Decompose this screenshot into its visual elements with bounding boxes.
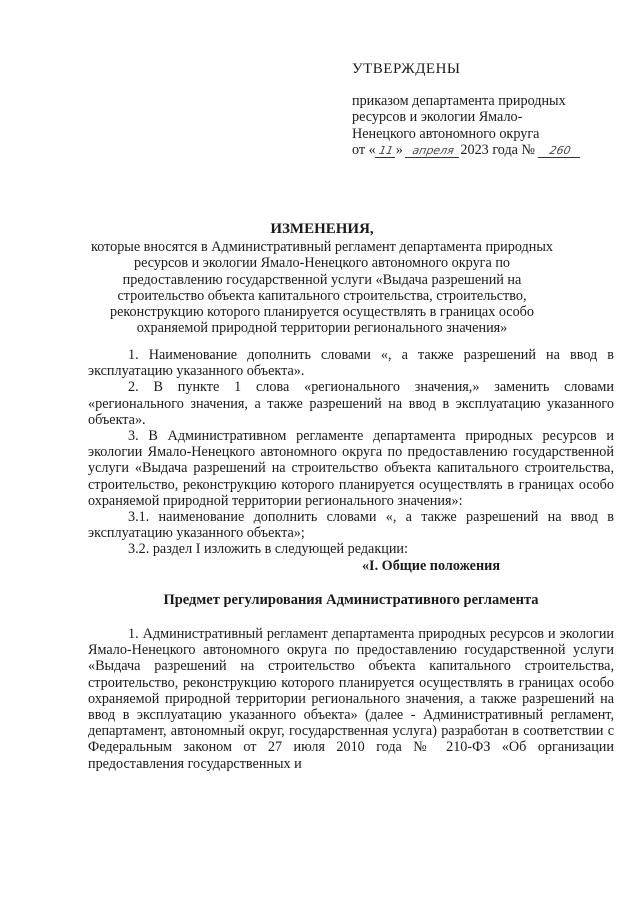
paragraph-1: 1. Наименование дополнить словами «, а также разрешений на ввод в эксплуатацию указанного объекта».	[88, 347, 614, 380]
paragraph-3-2: 3.2. раздел I изложить в следующей редакции:	[128, 541, 408, 558]
approval-line-1: приказом департамента природных	[352, 93, 566, 110]
document-body	[88, 347, 614, 772]
section-title: «I. Общие положения	[361, 557, 500, 574]
approval-date-line	[352, 142, 612, 158]
approval-line-2: ресурсов и экологии Ямало-	[352, 109, 523, 126]
document-heading	[88, 221, 556, 336]
approval-block	[352, 61, 612, 158]
heading-subtitle: которые вносятся в Административный регламент департамента природных ресурсов и экологии Ямало-Ненецкого автономного округа по предоставлению государственной услуги «Выдача разрешений на строительство объекта капитального строительства, строительство, реконструкцию которого планируется осуществлять в границах особо охраняемой природной территории регионального значения»	[91, 239, 553, 337]
paragraph-2: 2. В пункте 1 слова «регионального значения,» заменить словами «регионального значения, а также разрешений на ввод в эксплуатацию указанного объекта».	[88, 379, 614, 428]
approval-line-3: Ненецкого автономного округа	[352, 125, 540, 142]
heading-title: ИЗМЕНЕНИЯ,	[270, 221, 374, 237]
paragraph-3-1: 3.1. наименование дополнить словами «, а также разрешений на ввод в эксплуатацию указанного объекта»;	[88, 509, 614, 542]
sub-heading: Предмет регулирования Административного регламента	[163, 591, 539, 608]
order-number-handwritten: 260	[537, 145, 581, 158]
paragraph-3: 3. В Административном регламенте департамента природных ресурсов и экологии Ямало-Ненецкого автономного округа по предоставлению государственной услуги «Выдача разрешений на строительство объекта капитального строительства, строительство, реконструкцию которого планируется осуществлять в границах особо охраняемой природной территории регионального значения»:	[88, 428, 614, 509]
date-month-handwritten: апреля	[405, 145, 461, 158]
date-day-handwritten: 11	[375, 145, 397, 158]
date-mid: »	[395, 141, 403, 158]
approval-title: УТВЕРЖДЕНЫ	[352, 61, 461, 77]
date-prefix: от «	[352, 141, 376, 158]
date-year: 2023 года №	[460, 141, 536, 158]
paragraph-regulation-1: 1. Административный регламент департамента природных ресурсов и экологии Ямало-Ненецкого автономного округа по предоставлению государственной услуги «Выдача разрешений на строительство объекта капитального строительства, строительство, реконструкцию которого планируется осуществлять в границах особо охраняемой природной территории регионального значения, а также разрешений на ввод в эксплуатацию указанного объекта» (далее - Административный регламент, департамент, автономный округ, государственная услуга) разработан в соответствии с Федеральным законом от 27 июля 2010 года № 210-ФЗ «Об организации предоставления государственных и	[88, 626, 614, 772]
